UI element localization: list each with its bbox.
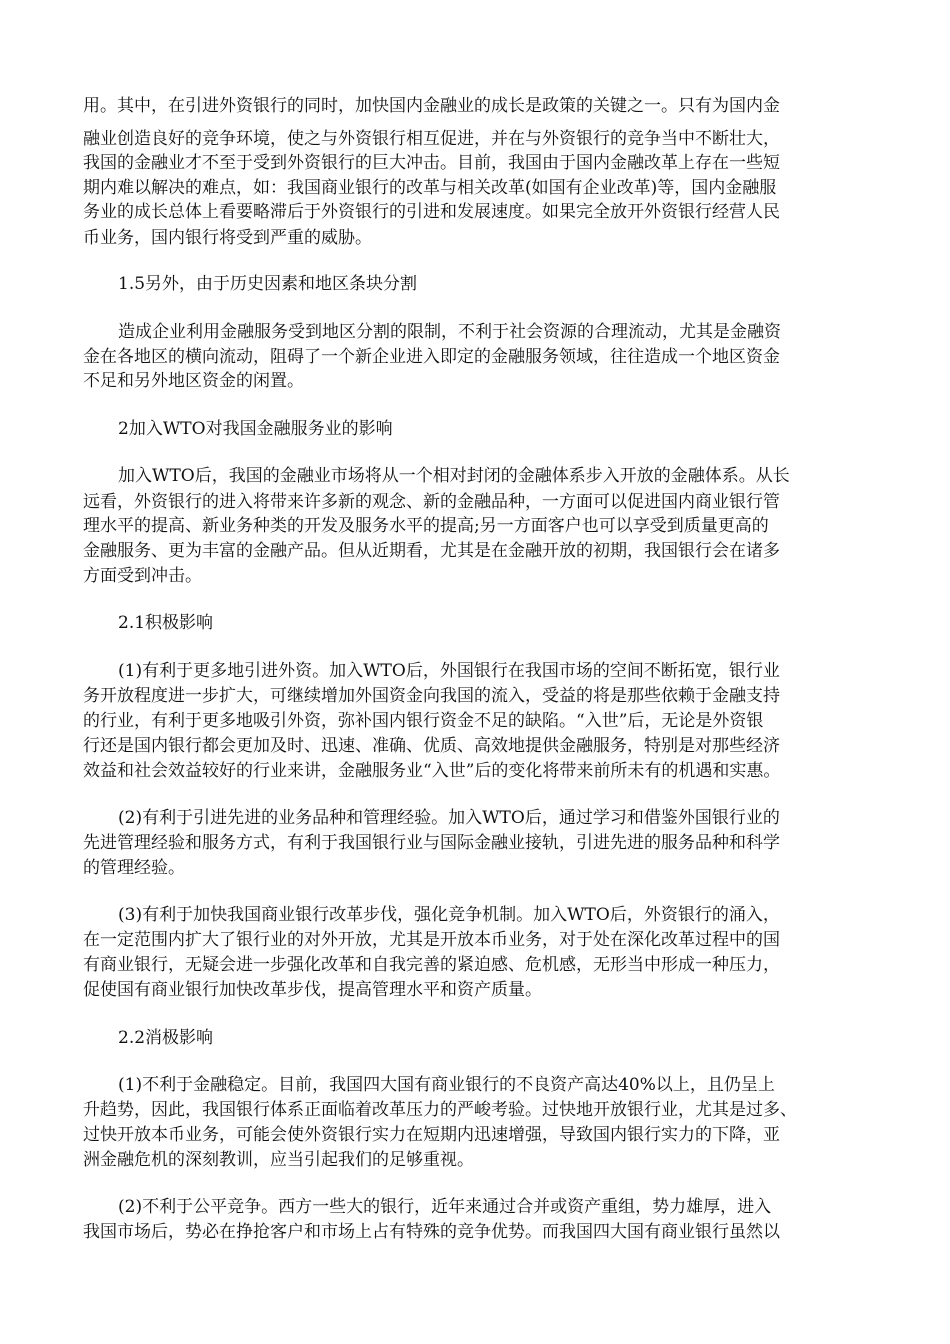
text-line: 不足和另外地区资金的闲置。	[83, 371, 304, 391]
text-line: 在一定范围内扩大了银行业的对外开放，尤其是开放本币业务，对于处在深化改革过程中的国	[83, 930, 780, 950]
text-line: 我国市场后，势必在挣抢客户和市场上占有特殊的竞争优势。而我国四大国有商业银行虽然以	[83, 1222, 780, 1242]
text-line: 过快开放本币业务，可能会使外资银行实力在短期内迅速增强，导致国内银行实力的下降，亚	[83, 1125, 780, 1145]
text-line: 促使国有商业银行加快改革步伐，提高管理水平和资产质量。	[83, 980, 542, 1000]
text-line: 的行业，有利于更多地吸引外资，弥补国内银行资金不足的缺陷。“入世”后，无论是外资银	[83, 711, 764, 731]
text-line: 币业务，国内银行将受到严重的威胁。	[83, 228, 372, 248]
text-line: 远看，外资银行的进入将带来许多新的观念、新的金融品种，一方面可以促进国内商业银行管	[83, 492, 780, 512]
text-line: 有商业银行，无疑会进一步强化改革和自我完善的紧迫感、危机感，无形当中形成一种压力，	[83, 955, 780, 975]
text-line: 造成企业利用金融服务受到地区分割的限制，不利于社会资源的合理流动，尤其是金融资	[118, 322, 781, 342]
text-line: 我国的金融业才不至于受到外资银行的巨大冲击。目前，我国由于国内金融改革上存在一些短	[83, 153, 780, 173]
text-line: 理水平的提高、新业务种类的开发及服务水平的提高;另一方面客户也可以享受到质量更高的	[83, 516, 769, 536]
text-line: (1)有利于更多地引进外资。加入WTO后，外国银行在我国市场的空间不断拓宽，银行业	[118, 661, 780, 681]
text-line: 期内难以解决的难点，如：我国商业银行的改革与相关改革(如国有企业改革)等，国内金融服	[83, 178, 777, 198]
text-line: (2)不利于公平竞争。西方一些大的银行，近年来通过合并或资产重组，势力雄厚，进入	[118, 1197, 772, 1217]
text-line: 先进管理经验和服务方式，有利于我国银行业与国际金融业接轨，引进先进的服务品种和科学	[83, 833, 780, 853]
text-line: 融业创造良好的竞争环境，使之与外资银行相互促进，并在与外资银行的竞争当中不断壮大，	[83, 129, 780, 149]
text-line: 效益和社会效益较好的行业来讲，金融服务业“入世”后的变化将带来前所未有的机遇和实惠。	[83, 761, 781, 781]
text-line: 金在各地区的横向流动，阻碍了一个新企业进入即定的金融服务领域，往往造成一个地区资金	[83, 347, 780, 367]
text-line: 务开放程度进一步扩大，可继续增加外国资金向我国的流入，受益的将是那些依赖于金融支持	[83, 686, 780, 706]
text-line: 加入WTO后，我国的金融业市场将从一个相对封闭的金融体系步入开放的金融体系。从长	[118, 466, 790, 486]
text-line: 洲金融危机的深刻教训，应当引起我们的足够重视。	[83, 1150, 474, 1170]
text-line: 务业的成长总体上看要略滞后于外资银行的引进和发展速度。如果完全放开外资银行经营人民	[83, 202, 780, 222]
text-line: 行还是国内银行都会更加及时、迅速、准确、优质、高效地提供金融服务，特别是对那些经济	[83, 736, 780, 756]
text-line: (1)不利于金融稳定。目前，我国四大国有商业银行的不良资产高达40%以上，且仍呈上	[118, 1075, 775, 1095]
text-line: (2)有利于引进先进的业务品种和管理经验。加入WTO后，通过学习和借鉴外国银行业的	[118, 808, 780, 828]
section-heading: 1.5另外，由于历史因素和地区条块分割	[118, 274, 418, 294]
section-heading: 2加入WTO对我国金融服务业的影响	[118, 419, 393, 439]
text-line: 的管理经验。	[83, 858, 185, 878]
section-heading: 2.2消极影响	[118, 1028, 214, 1048]
text-line: (3)有利于加快我国商业银行改革步伐，强化竞争机制。加入WTO后，外资银行的涌入，	[118, 905, 780, 925]
text-line: 用。其中，在引进外资银行的同时，加快国内金融业的成长是政策的关键之一。只有为国内金	[83, 96, 780, 116]
text-line: 方面受到冲击。	[83, 566, 202, 586]
section-heading: 2.1积极影响	[118, 613, 214, 633]
text-line: 升趋势，因此，我国银行体系正面临着改革压力的严峻考验。过快地开放银行业，尤其是过多、	[83, 1100, 797, 1120]
text-line: 金融服务、更为丰富的金融产品。但从近期看，尤其是在金融开放的初期，我国银行会在诸多	[83, 541, 780, 561]
